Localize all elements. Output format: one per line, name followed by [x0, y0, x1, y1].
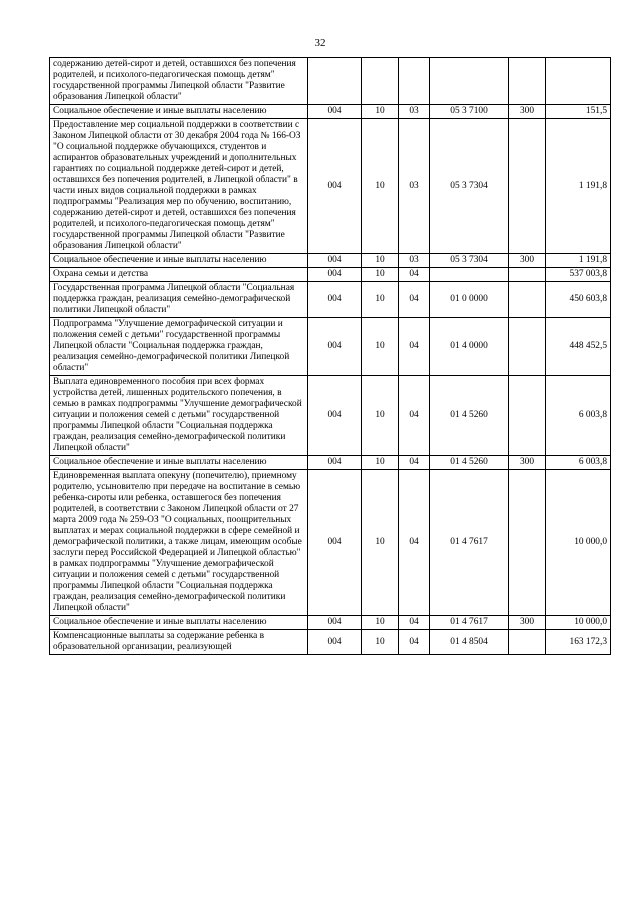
description-cell: Подпрограмма "Улучшение демографической ситуации и положения семей с детьми" государственной программы Липецкой области "Социальная поддержка граждан, реализация семейно-демографической политики Липецкой области" — [50, 318, 308, 376]
admin-code-cell: 004 — [308, 318, 362, 376]
table-row — [50, 318, 611, 376]
target-article-cell: 05 3 7100 — [430, 105, 509, 119]
subsection-cell — [399, 58, 430, 105]
subsection-cell: 04 — [399, 470, 430, 616]
admin-code-cell: 004 — [308, 105, 362, 119]
target-article-cell — [430, 58, 509, 105]
section-cell: 10 — [362, 105, 399, 119]
section-cell: 10 — [362, 630, 399, 655]
table-row — [50, 616, 611, 630]
amount-cell: 163 172,3 — [546, 630, 611, 655]
subsection-cell: 04 — [399, 318, 430, 376]
section-cell: 10 — [362, 318, 399, 376]
expense-type-cell — [509, 376, 546, 456]
description-cell: содержанию детей-сирот и детей, оставшихся без попечения родителей, и психолого-педагогическая помощь детям" государственной программы Липецкой области "Развитие образования Липецкой области" — [50, 58, 308, 105]
subsection-cell: 03 — [399, 254, 430, 268]
table-row — [50, 58, 611, 105]
table-row — [50, 119, 611, 254]
amount-cell: 10 000,0 — [546, 616, 611, 630]
target-article-cell: 01 0 0000 — [430, 282, 509, 318]
subsection-cell: 04 — [399, 456, 430, 470]
section-cell: 10 — [362, 282, 399, 318]
description-cell: Выплата единовременного пособия при всех формах устройства детей, лишенных родительского попечения, в семью в рамках подпрограммы "Улучшение демографической ситуации и положения семей с детьми" государственной программы Липецкой области "Социальная поддержка граждан, реализация семейно-демографической политики Липецкой области" — [50, 376, 308, 456]
section-cell: 10 — [362, 268, 399, 282]
amount-cell: 1 191,8 — [546, 119, 611, 254]
target-article-cell: 05 3 7304 — [430, 254, 509, 268]
table-row — [50, 376, 611, 456]
subsection-cell: 03 — [399, 105, 430, 119]
admin-code-cell: 004 — [308, 616, 362, 630]
expense-type-cell: 300 — [509, 254, 546, 268]
description-cell: Предоставление мер социальной поддержки в соответствии с Законом Липецкой области от 30 декабря 2004 года № 166-ОЗ "О социальной поддержке обучающихся, студентов и аспирантов образовательных учреждений и дополнительных гарантиях по социальной поддержке детей-сирот и детей, оставшихся без попечения родителей, в Липецкой области" в части иных видов социальной поддержки в рамках подпрограммы "Реализация мер по обучению, воспитанию, содержанию детей-сирот и детей, оставшихся без попечения родителей, и психолого-педагогическая помощь детям" государственной программы Липецкой области "Развитие образования Липецкой области" — [50, 119, 308, 254]
expense-type-cell: 300 — [509, 105, 546, 119]
description-cell: Охрана семьи и детства — [50, 268, 308, 282]
section-cell: 10 — [362, 376, 399, 456]
table-row — [50, 282, 611, 318]
table-row — [50, 630, 611, 655]
section-cell: 10 — [362, 470, 399, 616]
description-cell: Социальное обеспечение и иные выплаты населению — [50, 105, 308, 119]
table-row — [50, 470, 611, 616]
description-cell: Единовременная выплата опекуну (попечителю), приемному родителю, усыновителю при передаче на воспитание в семью ребенка-сироты или ребенка, оставшегося без попечения родителей, в соответствии с Законом Липецкой области от 27 марта 2009 года № 259-ОЗ "О социальных, поощрительных выплатах и мерах социальной поддержки в сфере семейной и демографической политики, а также лицам, имеющим особые заслуги перед Российской Федерацией и Липецкой областью" в рамках подпрограммы "Улучшение демографической ситуации и положения семей с детьми" государственной программы Липецкой области "Социальная поддержка граждан, реализация семейно-демографической политики Липецкой области" — [50, 470, 308, 616]
admin-code-cell: 004 — [308, 470, 362, 616]
target-article-cell: 01 4 7617 — [430, 616, 509, 630]
expense-type-cell — [509, 268, 546, 282]
section-cell: 10 — [362, 616, 399, 630]
amount-cell: 10 000,0 — [546, 470, 611, 616]
admin-code-cell: 004 — [308, 282, 362, 318]
subsection-cell: 04 — [399, 630, 430, 655]
admin-code-cell: 004 — [308, 376, 362, 456]
amount-cell: 151,5 — [546, 105, 611, 119]
target-article-cell: 01 4 5260 — [430, 376, 509, 456]
amount-cell: 448 452,5 — [546, 318, 611, 376]
expense-type-cell — [509, 470, 546, 616]
description-cell: Социальное обеспечение и иные выплаты населению — [50, 616, 308, 630]
table-row — [50, 268, 611, 282]
table-row — [50, 456, 611, 470]
target-article-cell — [430, 268, 509, 282]
table-row — [50, 105, 611, 119]
admin-code-cell — [308, 58, 362, 105]
section-cell: 10 — [362, 119, 399, 254]
amount-cell: 450 603,8 — [546, 282, 611, 318]
description-cell: Социальное обеспечение и иные выплаты населению — [50, 456, 308, 470]
expense-type-cell — [509, 630, 546, 655]
target-article-cell: 01 4 8504 — [430, 630, 509, 655]
amount-cell: 6 003,8 — [546, 456, 611, 470]
subsection-cell: 04 — [399, 616, 430, 630]
expense-type-cell — [509, 119, 546, 254]
target-article-cell: 01 4 5260 — [430, 456, 509, 470]
page-number: 32 — [314, 37, 326, 49]
budget-table — [49, 57, 611, 655]
expense-type-cell: 300 — [509, 616, 546, 630]
subsection-cell: 04 — [399, 376, 430, 456]
expense-type-cell — [509, 282, 546, 318]
subsection-cell: 03 — [399, 119, 430, 254]
expense-type-cell — [509, 58, 546, 105]
target-article-cell: 01 4 0000 — [430, 318, 509, 376]
amount-cell: 6 003,8 — [546, 376, 611, 456]
expense-type-cell — [509, 318, 546, 376]
admin-code-cell: 004 — [308, 268, 362, 282]
table-row — [50, 254, 611, 268]
admin-code-cell: 004 — [308, 456, 362, 470]
subsection-cell: 04 — [399, 282, 430, 318]
section-cell: 10 — [362, 254, 399, 268]
table-body — [50, 58, 611, 655]
section-cell: 10 — [362, 456, 399, 470]
description-cell: Социальное обеспечение и иные выплаты населению — [50, 254, 308, 268]
expense-type-cell: 300 — [509, 456, 546, 470]
section-cell — [362, 58, 399, 105]
description-cell: Государственная программа Липецкой области "Социальная поддержка граждан, реализация семейно-демографической политики Липецкой области" — [50, 282, 308, 318]
admin-code-cell: 004 — [308, 630, 362, 655]
target-article-cell: 05 3 7304 — [430, 119, 509, 254]
target-article-cell: 01 4 7617 — [430, 470, 509, 616]
admin-code-cell: 004 — [308, 119, 362, 254]
subsection-cell: 04 — [399, 268, 430, 282]
amount-cell — [546, 58, 611, 105]
amount-cell: 537 003,8 — [546, 268, 611, 282]
description-cell: Компенсационные выплаты за содержание ребенка в образовательной организации, реализующей — [50, 630, 308, 655]
admin-code-cell: 004 — [308, 254, 362, 268]
amount-cell: 1 191,8 — [546, 254, 611, 268]
